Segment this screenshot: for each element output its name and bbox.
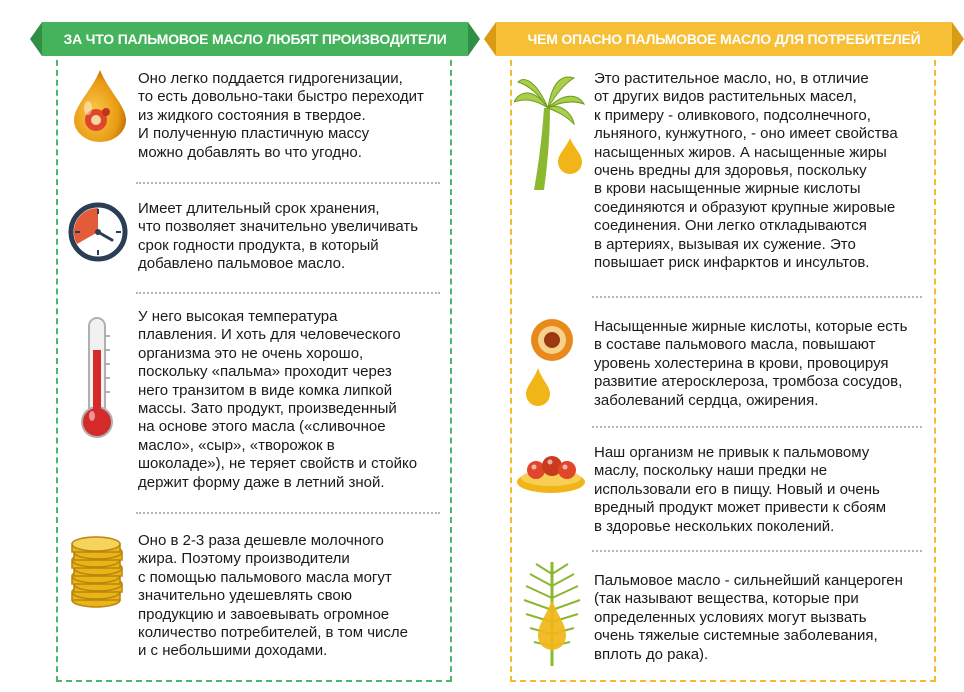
left-panel-title: ЗА ЧТО ПАЛЬМОВОЕ МАСЛО ЛЮБЯТ ПРОИЗВОДИТЕЛИ	[42, 22, 468, 56]
text-line: продукцию и завоевывать огромное	[138, 605, 390, 623]
oil-drop-icon	[72, 68, 128, 144]
right-item-3-text	[594, 444, 886, 536]
left-item-4-text	[138, 532, 408, 661]
divider	[136, 182, 440, 184]
text-line: И полученную пластичную массу	[138, 125, 370, 143]
palm-branch-icon	[520, 560, 584, 668]
text-line: организма это не очень хорошо,	[138, 344, 364, 362]
right-panel-title: ЧЕМ ОПАСНО ПАЛЬМОВОЕ МАСЛО ДЛЯ ПОТРЕБИТЕЛЕЙ	[496, 22, 952, 56]
text-line: (так называют вещества, которые при	[594, 590, 859, 608]
text-line: то есть довольно-таки быстро переходит	[138, 88, 424, 106]
text-line: заболеваний сердца, ожирения.	[594, 391, 819, 409]
text-line: него транзитом в виде комка липкой	[138, 381, 393, 399]
text-line: льняного, кунжутного, - оно имеет свойства	[594, 125, 898, 143]
text-line: вредный продукт может привести к сбоям	[594, 499, 887, 517]
text-line: на основе этого масла («сливочное	[138, 418, 386, 436]
text-line: соединяются и образуют крупные жировые	[594, 198, 896, 216]
text-line: У него высокая температура	[138, 308, 338, 325]
text-line: количество потребителей, в том числе	[138, 624, 409, 642]
text-line: маслу, поскольку наши предки не	[594, 462, 828, 480]
text-line: и с небольшими доходами.	[138, 642, 328, 660]
text-line: массы. Зато продукт, произведенный	[138, 400, 397, 418]
divider	[136, 512, 440, 514]
text-line: поскольку «пальма» проходит через	[138, 363, 392, 381]
text-line: очень тяжелые системные заболевания,	[594, 627, 878, 645]
right-item-4-text	[594, 572, 903, 664]
text-line: использовали его в пищу. Новый и очень	[594, 480, 880, 498]
text-line: повышает риск инфарктов и инсультов.	[594, 254, 870, 272]
text-line: добавлено пальмовое масло.	[138, 255, 346, 273]
thermometer-icon	[80, 316, 114, 440]
text-line: соединения. Они легко откладываются	[594, 217, 867, 235]
text-line: определенных условиях могут вызвать	[594, 608, 867, 626]
text-line: из жидкого состояния в твердое.	[138, 106, 366, 124]
text-line: с помощью пальмового масла могут	[138, 568, 392, 586]
text-line: держит форму даже в летний зной.	[138, 473, 385, 491]
palm-fruit-icon	[520, 316, 580, 408]
divider	[136, 292, 440, 294]
text-line: развитие атеросклероза, тромбоза сосудов,	[594, 373, 903, 391]
text-line: к примеру - оливкового, подсолнечного,	[594, 106, 871, 124]
text-line: шоколаде»), не теряет свойств и стойко	[138, 455, 418, 473]
text-line: в здоровье нескольких поколений.	[594, 517, 835, 535]
palm-tree-icon	[514, 68, 586, 192]
text-line: значительно удешевлять свою	[138, 587, 352, 605]
text-line: Оно в 2-3 раза дешевле молочного	[138, 532, 384, 549]
left-item-3-text	[138, 308, 417, 492]
left-item-2-text	[138, 200, 418, 274]
text-line: что позволяет значительно увеличивать	[138, 218, 419, 236]
text-line: уровень холестерина в крови, провоцируя	[594, 354, 889, 372]
divider	[592, 426, 922, 428]
divider	[592, 550, 922, 552]
text-line: срок годности продукта, в который	[138, 236, 379, 254]
right-item-2-text	[594, 318, 907, 410]
coins-icon	[68, 534, 126, 610]
text-line: Оно легко поддается гидрогенизации,	[138, 70, 403, 87]
fruit-plate-icon	[516, 446, 586, 496]
clock-icon	[68, 202, 128, 262]
text-line: насыщенных жиров. А насыщенные жиры	[594, 143, 887, 161]
divider	[592, 296, 922, 298]
text-line: Имеет длительный срок хранения,	[138, 200, 380, 217]
left-item-1-text	[138, 70, 424, 162]
right-item-1-text	[594, 70, 898, 272]
text-line: очень вредны для здоровья, поскольку	[594, 162, 867, 180]
text-line: вплоть до рака).	[594, 645, 709, 663]
text-line: в составе пальмового масла, повышают	[594, 336, 876, 354]
text-line: жира. Поэтому производители	[138, 550, 350, 568]
text-line: можно добавлять во что угодно.	[138, 143, 362, 161]
text-line: Пальмовое масло - сильнейший канцероген	[594, 572, 903, 589]
text-line: Это растительное масло, но, в отличие	[594, 70, 869, 87]
text-line: масло», «сыр», «творожок в	[138, 436, 335, 454]
text-line: Наш организм не привык к пальмовому	[594, 444, 870, 461]
text-line: в артериях, вызывая их сужение. Это	[594, 235, 856, 253]
text-line: плавления. И хоть для человеческого	[138, 326, 401, 344]
text-line: от других видов растительных масел,	[594, 88, 857, 106]
text-line: Насыщенные жирные кислоты, которые есть	[594, 318, 908, 335]
text-line: в крови насыщенные жирные кислоты	[594, 180, 861, 198]
